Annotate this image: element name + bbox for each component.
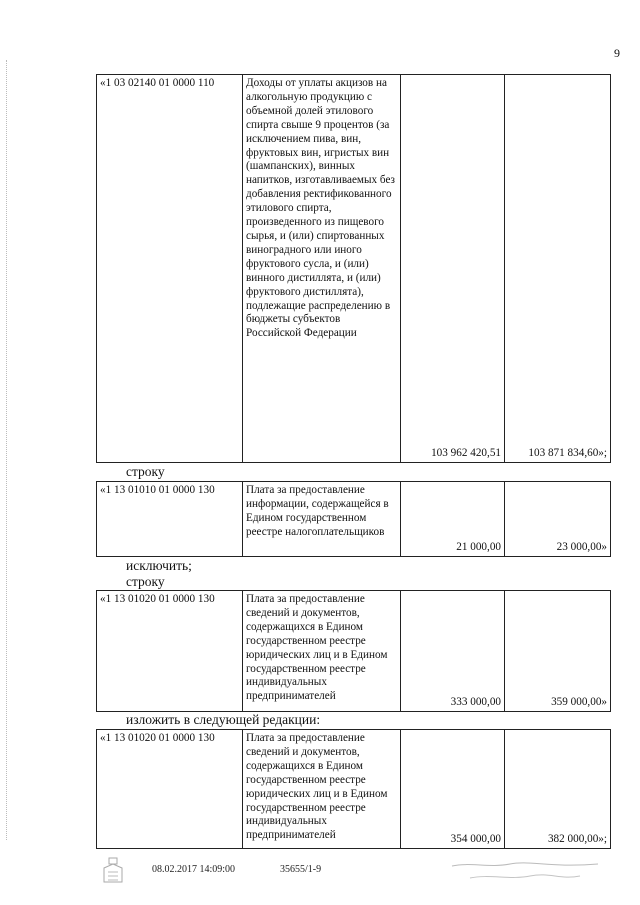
instruction-line: строку bbox=[126, 574, 165, 589]
value-first-year: 21 000,00 bbox=[401, 482, 505, 557]
budget-code: «1 03 02140 01 0000 110 bbox=[97, 75, 243, 463]
table-row-legal-entities-register bbox=[96, 590, 611, 712]
value-first-year: 354 000,00 bbox=[401, 730, 505, 849]
value-first-year: 333 000,00 bbox=[401, 591, 505, 712]
budget-code: «1 13 01020 01 0000 130 bbox=[97, 730, 243, 849]
table-row-legal-entities-register-new bbox=[96, 729, 611, 849]
value-first-year: 103 962 420,51 bbox=[401, 75, 505, 463]
budget-code: «1 13 01020 01 0000 130 bbox=[97, 591, 243, 712]
budget-code: «1 13 01010 01 0000 130 bbox=[97, 482, 243, 557]
instruction-line: изложить в следующей редакции: bbox=[126, 712, 321, 727]
footer-doc-id: 35655/1-9 bbox=[280, 864, 322, 875]
emblem-logo-icon bbox=[100, 856, 126, 886]
revenue-name: Плата за предоставление сведений и документов, содержащихся в Едином государственном реестре юридических лиц и в Едином государственном реестре индивидуальных предпринимателей bbox=[243, 591, 401, 712]
value-second-year: 103 871 834,60»; bbox=[505, 75, 611, 463]
footer-datetime: 08.02.2017 14:09:00 bbox=[152, 864, 236, 875]
value-second-year: 382 000,00»; bbox=[505, 730, 611, 849]
page-number: 9 bbox=[614, 46, 620, 60]
value-second-year: 23 000,00» bbox=[505, 482, 611, 557]
official-stamp-mark bbox=[450, 856, 600, 886]
instruction-line: строку bbox=[126, 464, 165, 479]
revenue-name: Доходы от уплаты акцизов на алкогольную продукцию с объемной долей этилового спирта свыше 9 процентов (за исключением пива, вин, фруктовых вин, игристых вин (шампанских), винных напитков, изготавливаемых без добавления ректификованного этилового спирта, произведенного из пищевого сырья, и (или) спиртованных виноградного или иного фруктового сусла, и (или) винного дистиллята, и (или) фруктового дистиллята), подлежащие распределению в бюджеты субъектов Российской Федерации bbox=[243, 75, 401, 463]
value-second-year: 359 000,00» bbox=[505, 591, 611, 712]
revenue-name: Плата за предоставление сведений и документов, содержащихся в Едином государственном реестре юридических лиц и в Едином государственном реестре индивидуальных предпринимателей bbox=[243, 730, 401, 849]
table-row-taxpayer-register bbox=[96, 481, 611, 557]
scan-edge-noise bbox=[6, 60, 9, 840]
table-row-excise-alcohol bbox=[96, 74, 611, 463]
revenue-name: Плата за предоставление информации, содержащейся в Едином государственном реестре налогоплательщиков bbox=[243, 482, 401, 557]
instruction-line: исключить; bbox=[126, 558, 192, 573]
